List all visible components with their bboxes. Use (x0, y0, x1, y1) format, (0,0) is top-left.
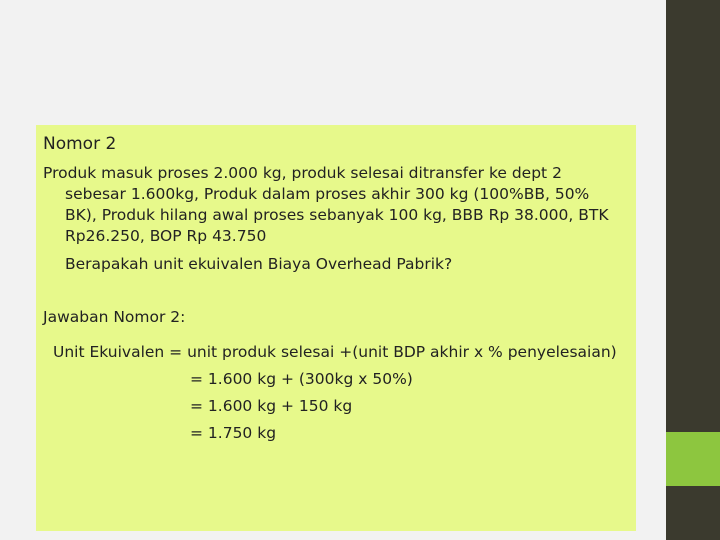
question-line-1: Produk masuk proses 2.000 kg, produk selesai ditransfer ke dept 2 (43, 164, 562, 182)
question-line-2: sebesar 1.600kg, Produk dalam proses akhir 300 kg (100%BB, 50% (65, 185, 590, 203)
answer-heading: Jawaban Nomor 2: (43, 308, 186, 326)
question-line-3: BK), Produk hilang awal proses sebanyak 100 kg, BBB Rp 38.000, BTK (65, 206, 609, 224)
answer-line-4: = 1.750 kg (190, 424, 277, 442)
answer-line-3: = 1.600 kg + 150 kg (190, 397, 353, 415)
answer-line-2: = 1.600 kg + (300kg x 50%) (190, 370, 413, 388)
question-line-5: Berapakah unit ekuivalen Biaya Overhead Pabrik? (65, 255, 453, 273)
side-bar-accent (666, 432, 720, 486)
slide-heading: Nomor 2 (43, 134, 117, 154)
answer-line-1: Unit Ekuivalen = unit produk selesai +(unit BDP akhir x % penyelesaian) (53, 343, 617, 361)
question-line-4: Rp26.250, BOP Rp 43.750 (65, 227, 267, 245)
